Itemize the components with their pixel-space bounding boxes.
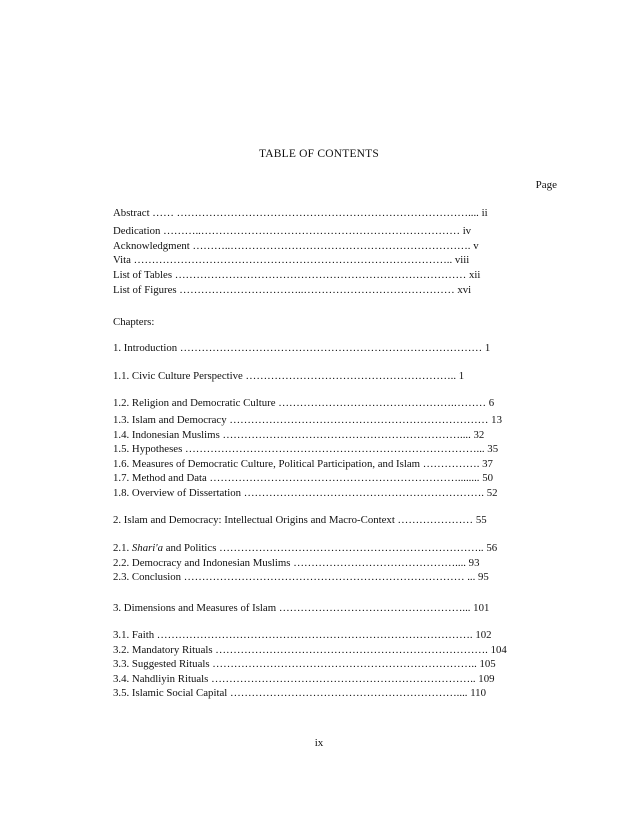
toc-entry-page: 102 <box>475 629 492 641</box>
toc-leader: ………………………………………………………………………… <box>177 342 485 354</box>
toc-entry-title: 2.3. Conclusion <box>113 571 182 583</box>
toc-entry <box>113 254 558 267</box>
toc-entry-title: Dedication <box>113 225 161 237</box>
toc-leader: ……………. <box>420 458 483 470</box>
toc-entry <box>113 472 558 485</box>
toc-entry <box>113 602 558 615</box>
toc-leader: …………………………………………………………. <box>241 487 487 499</box>
toc-entry-page: 13 <box>491 414 502 426</box>
toc-entry-title: 1.6. Measures of Democratic Culture, Political Participation, and Islam <box>113 458 421 470</box>
toc-leader: ……………………………………….... <box>290 557 469 569</box>
toc-entry <box>113 687 558 700</box>
toc-entry <box>113 342 558 355</box>
toc-entry-title: 2.2. Democracy and Indonesian Muslims <box>113 557 291 569</box>
toc-entry <box>113 557 558 570</box>
toc-entry-title: 3.3. Suggested Rituals <box>113 658 210 670</box>
toc-entry <box>113 514 558 527</box>
toc-entry-title: Vita <box>113 254 131 266</box>
page-column-label: Page <box>535 179 557 191</box>
toc-leader: …… ……………………………………………………………………….... <box>149 207 482 219</box>
toc-entry <box>113 629 558 642</box>
toc-entry-page: 110 <box>470 687 486 699</box>
toc-entry-title: 1.5. Hypotheses <box>113 443 183 455</box>
toc-leader: ……………………………………………... <box>276 602 474 614</box>
toc-entry-page: 6 <box>488 397 495 409</box>
toc-leader: ………………… <box>394 514 476 526</box>
toc-entry-title: 1.7. Method and Data <box>113 472 207 484</box>
toc-leader: ……………………………………………………………….. <box>209 658 480 670</box>
toc-leader: ……………………………..…………………………………… <box>176 284 458 296</box>
toc-entry-title: 2. Islam and Democracy: Intellectual Origins and Macro-Context <box>113 514 395 526</box>
toc-leader: ………………………………………………………………………... <box>182 443 488 455</box>
toc-entry-page: 105 <box>479 658 496 670</box>
toc-leader: ………………………………………………….. <box>242 370 459 382</box>
toc-entry-title: 1.3. Islam and Democracy <box>113 414 227 426</box>
toc-entry <box>113 542 558 555</box>
toc-entry-title: 3.4. Nahdliyin Rituals <box>113 673 209 685</box>
toc-leader: …………………………………………………………………………….. <box>130 254 455 266</box>
toc-entry-page: xvi <box>457 284 472 296</box>
toc-leader: ……………………………………………………………….. <box>208 673 479 685</box>
toc-entry-title-rest: and Politics <box>163 542 217 554</box>
toc-entry-title: List of Tables <box>113 269 173 281</box>
toc-entry <box>113 571 558 584</box>
toc-entry-title-italic: Shari'a <box>131 542 164 554</box>
toc-entry-title: 3.5. Islamic Social Capital <box>113 687 228 699</box>
toc-entry <box>113 443 558 456</box>
toc-leader: ………..……………………………………………………………… <box>160 225 463 237</box>
toc-entry-page: iv <box>462 225 472 237</box>
toc-entry <box>113 458 558 471</box>
toc-entry <box>113 269 558 282</box>
toc-leader: ………..…………………………………………………………. <box>189 240 474 252</box>
toc-leader: ……………………………………………………………… <box>226 414 492 426</box>
toc-entry <box>113 673 558 686</box>
toc-entry-page: 95 <box>478 571 489 583</box>
toc-entry-title: 1.8. Overview of Dissertation <box>113 487 242 499</box>
toc-entry-page: 93 <box>468 557 480 569</box>
toc-entry <box>113 487 558 500</box>
toc-leader: ………………………………………………………….... <box>219 429 474 441</box>
toc-leader: ………………………………………….……… <box>275 397 489 409</box>
toc-entry-page: ii <box>481 207 488 219</box>
toc-entry <box>113 240 558 253</box>
toc-entry-page: 32 <box>473 429 485 441</box>
toc-entry-title: 1. Introduction <box>113 342 178 354</box>
toc-leader: ……………………………………………………………….. <box>216 542 487 554</box>
toc-entry <box>113 397 558 410</box>
toc-entry-title: 1.4. Indonesian Muslims <box>113 429 220 441</box>
toc-entry-page: 56 <box>486 542 498 554</box>
chapters-label: Chapters: <box>113 316 155 328</box>
toc-entry-page: v <box>473 240 479 252</box>
toc-entry <box>113 414 558 427</box>
toc-entry-page: 35 <box>487 443 499 455</box>
toc-leader: ……………………………………………………….... <box>227 687 471 699</box>
toc-heading: TABLE OF CONTENTS <box>258 148 380 160</box>
toc-entry <box>113 225 558 238</box>
toc-leader: …………………………………………………………………. <box>212 644 491 656</box>
toc-entry-page: 1 <box>458 370 465 382</box>
toc-entry <box>113 370 558 383</box>
toc-entry <box>113 207 558 220</box>
toc-entry <box>113 658 558 671</box>
toc-entry-title: 3.1. Faith <box>113 629 155 641</box>
toc-entry-page: 101 <box>473 602 490 614</box>
toc-entry-page: 1 <box>484 342 491 354</box>
toc-entry-page: xii <box>468 269 481 281</box>
toc-entry-title: 1.2. Religion and Democratic Culture <box>113 397 276 409</box>
toc-entry-title: 1.1. Civic Culture Perspective <box>113 370 243 382</box>
toc-entry-title: Acknowledgment <box>113 240 190 252</box>
toc-entry-title: List of Figures <box>113 284 177 296</box>
toc-entry-page: 104 <box>490 644 507 656</box>
toc-leader: ……………………………………………………………………………. <box>154 629 476 641</box>
toc-leader: ……………………………………………………………………… <box>172 269 469 281</box>
toc-entry <box>113 284 558 297</box>
toc-entry-title: 2.1. <box>113 542 132 554</box>
toc-entry <box>113 644 558 657</box>
toc-entry-title: 3.2. Mandatory Rituals <box>113 644 213 656</box>
page-number: ix <box>314 737 324 749</box>
toc-entry-page: 50 <box>482 472 493 484</box>
toc-entry-page: 52 <box>486 487 498 499</box>
toc-entry-page: 55 <box>475 514 487 526</box>
toc-entry-page: 109 <box>478 673 495 685</box>
toc-entry-title: 3. Dimensions and Measures of Islam <box>113 602 277 614</box>
toc-entry-page: viii <box>454 254 470 266</box>
toc-entry <box>113 429 558 442</box>
toc-entry-title: Abstract <box>113 207 150 219</box>
toc-entry-page: 37 <box>482 458 493 470</box>
toc-leader: …………………………………………………………………… ... <box>181 571 479 583</box>
toc-leader: ……………………………………………………………........ <box>206 472 483 484</box>
